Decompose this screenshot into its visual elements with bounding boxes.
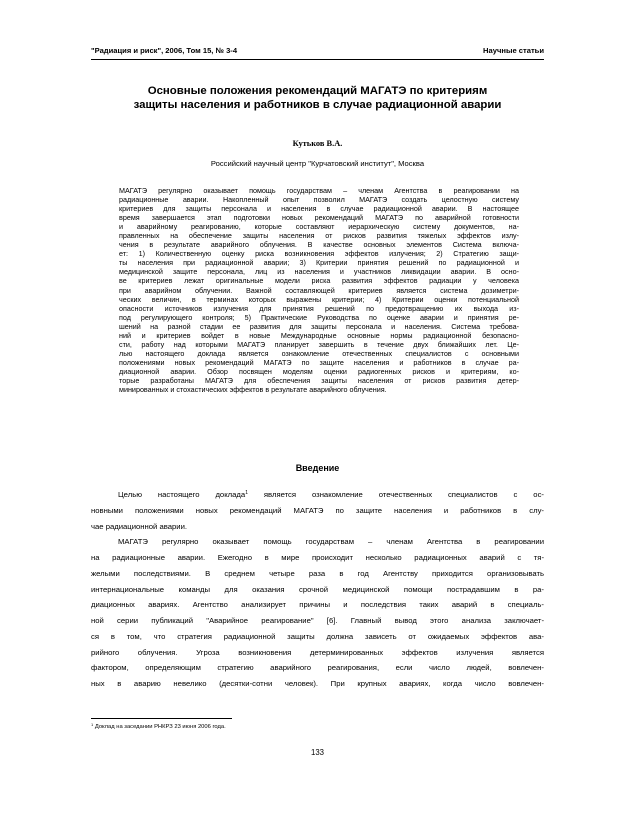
footnote-text: Доклад на заседании РНКРЗ 23 июня 2006 года. xyxy=(93,724,226,730)
abstract-line: под регулирующего контроля; 5) Практические Руководства по оценке аварии и принятия ре- xyxy=(119,312,519,322)
abstract-line: и аварийному реагированию, которые составляют иерархическую систему документов, на- xyxy=(119,222,519,232)
paragraph-line: фактором, определяющим стратегию аварийного реагирования, если число людей, вовлечен- xyxy=(91,663,544,673)
paragraph-line: рийного облучения. Угроза возникновения детерминированных эффектов излучения является xyxy=(91,647,544,657)
paragraph-line: на радиационные аварии. Ежегодно в мире происходит несколько радиационных аварий с тя- xyxy=(91,553,544,562)
abstract-line: МАГАТЭ регулярно оказывает помощь государствам – членам Агентства в реагировании на xyxy=(119,186,519,195)
paragraph-line: интернациональные команды для оказания срочной медицинской помощи пострадавшим в ра- xyxy=(91,584,544,594)
section-label: Научные статьи xyxy=(483,46,544,55)
abstract-line: положениями новых рекомендаций МАГАТЭ по защите населения и работников в случае ра- xyxy=(119,357,519,367)
abstract-line: ческих величин, в терминах которых выражены критерии; 4) Критерии оценки потенциальной xyxy=(119,294,519,304)
abstract-line: диационной аварии. Обзор посвящен моделям оценки радиогенных рисков и критериям, ко- xyxy=(119,366,519,376)
abstract-line: ве критериев лежат оригинальные модели риска развития эффектов радиации у человека xyxy=(119,276,519,286)
paragraph-line: ся в том, что стратегия радиационной защиты должна зависеть от ожидаемых эффектов ава- xyxy=(91,631,544,641)
abstract-line: ты населения при радиационной аварии; 3) Критерии принятия решений по радиационной и xyxy=(119,258,519,268)
title-line-1: Основные положения рекомендаций МАГАТЭ по критериям xyxy=(147,85,488,97)
paragraph-line: желыми последствиями. В среднем четыре раза в год Агентству приходится организовывать xyxy=(91,568,544,578)
abstract-line: торые разработаны МАГАТЭ для обеспечения защиты населения от рисков развития детер- xyxy=(119,375,519,385)
abstract-line: опасности источников излучения для принятия решений по предотвращению их выхода из- xyxy=(119,303,519,313)
section-title: Введение xyxy=(295,463,340,473)
body-text xyxy=(91,487,544,692)
author-name: Кутьков В.А. xyxy=(292,139,343,148)
paragraph-1 xyxy=(91,487,544,503)
author-affiliation: Российский научный центр "Курчатовский институт", Москва xyxy=(210,159,425,168)
paragraph-line-text: является ознакомление отечественных специалистов с ос- xyxy=(247,490,544,499)
paragraph-line xyxy=(91,487,544,503)
paragraph-line-text: Целью настоящего доклада xyxy=(118,490,246,499)
abstract-line: при аварийном облучении. Важной составляющей критериев является система дозиметри- xyxy=(119,285,519,295)
abstract-line: правленных на обеспечение защиты населения от рисков развития тяжелых эффектов излу- xyxy=(119,231,519,241)
abstract-line: медицинской защите персонала, лиц из населения и участников ликвидации аварии. В осно- xyxy=(119,267,519,277)
abstract-line: сти, работу над которыми МАГАТЭ планирует завершить в течение двух ближайших лет. Це- xyxy=(119,339,519,349)
paragraph-line: ных в аварию невелико (десятки-сотни человек). При крупных авариях, когда число вовлечен- xyxy=(91,679,544,688)
abstract-line: лью настоящего доклада является ознакомление отечественных специалистов с основными xyxy=(119,348,519,358)
running-header xyxy=(91,46,544,55)
paragraph-1-continued xyxy=(91,503,544,535)
footnote xyxy=(91,724,544,730)
page-number: 133 xyxy=(310,748,324,757)
title-line-2: защиты населения и работников в случае радиационной аварии xyxy=(133,99,502,111)
abstract-line: минированных и стохастических эффектов в результате аварийного облучения. xyxy=(119,385,387,395)
paragraph-line: чае радиационной аварии. xyxy=(91,521,188,531)
paragraph-2 xyxy=(91,534,544,692)
footnote-reference[interactable]: 1 xyxy=(245,490,248,496)
paragraph-line: ной серии публикаций "Аварийное реагирование" [6]. Главный вывод этого анализа заключает- xyxy=(91,616,544,625)
footnote-mark: 1 xyxy=(91,722,94,727)
header-rule xyxy=(91,59,544,60)
abstract-line: время завершается этап подготовки новых рекомендаций МАГАТЭ по аварийной готовности xyxy=(119,213,519,223)
abstract-line: ний и критериев войдет в новые Международные основные нормы радиационной безопасно- xyxy=(119,330,519,340)
paragraph-line: диационных авариях. Агентство анализирует причины и последствия таких аварий в специаль- xyxy=(91,600,544,610)
paragraph-line: МАГАТЭ регулярно оказывает помощь государствам – членам Агентства в реагировании xyxy=(118,537,544,547)
journal-citation: "Радиация и риск", 2006, Том 15, № 3-4 xyxy=(91,46,238,55)
abstract-line: критериев для защиты персонала и населения в случае радиационной аварии. В настоящее xyxy=(119,204,519,214)
abstract xyxy=(119,186,519,394)
paragraph-line: новными положениями новых рекомендаций МАГАТЭ по защите населения и работников в слу- xyxy=(91,505,544,515)
article-title xyxy=(91,84,544,112)
abstract-line: ет: 1) Количественную оценку риска возникновения эффектов излучения; 2) Стратегию защи- xyxy=(119,249,519,259)
abstract-line: радиационные аварии. Накопленный опыт позволил МАГАТЭ создать целостную систему xyxy=(119,195,519,205)
abstract-line: шений на разной стадии ее развития для защиты персонала и населения. Система требова- xyxy=(119,321,519,331)
abstract-line: чения в результате аварийного облучения. В качестве основных элементов Система включа- xyxy=(119,240,519,250)
footnote-rule xyxy=(91,718,232,719)
